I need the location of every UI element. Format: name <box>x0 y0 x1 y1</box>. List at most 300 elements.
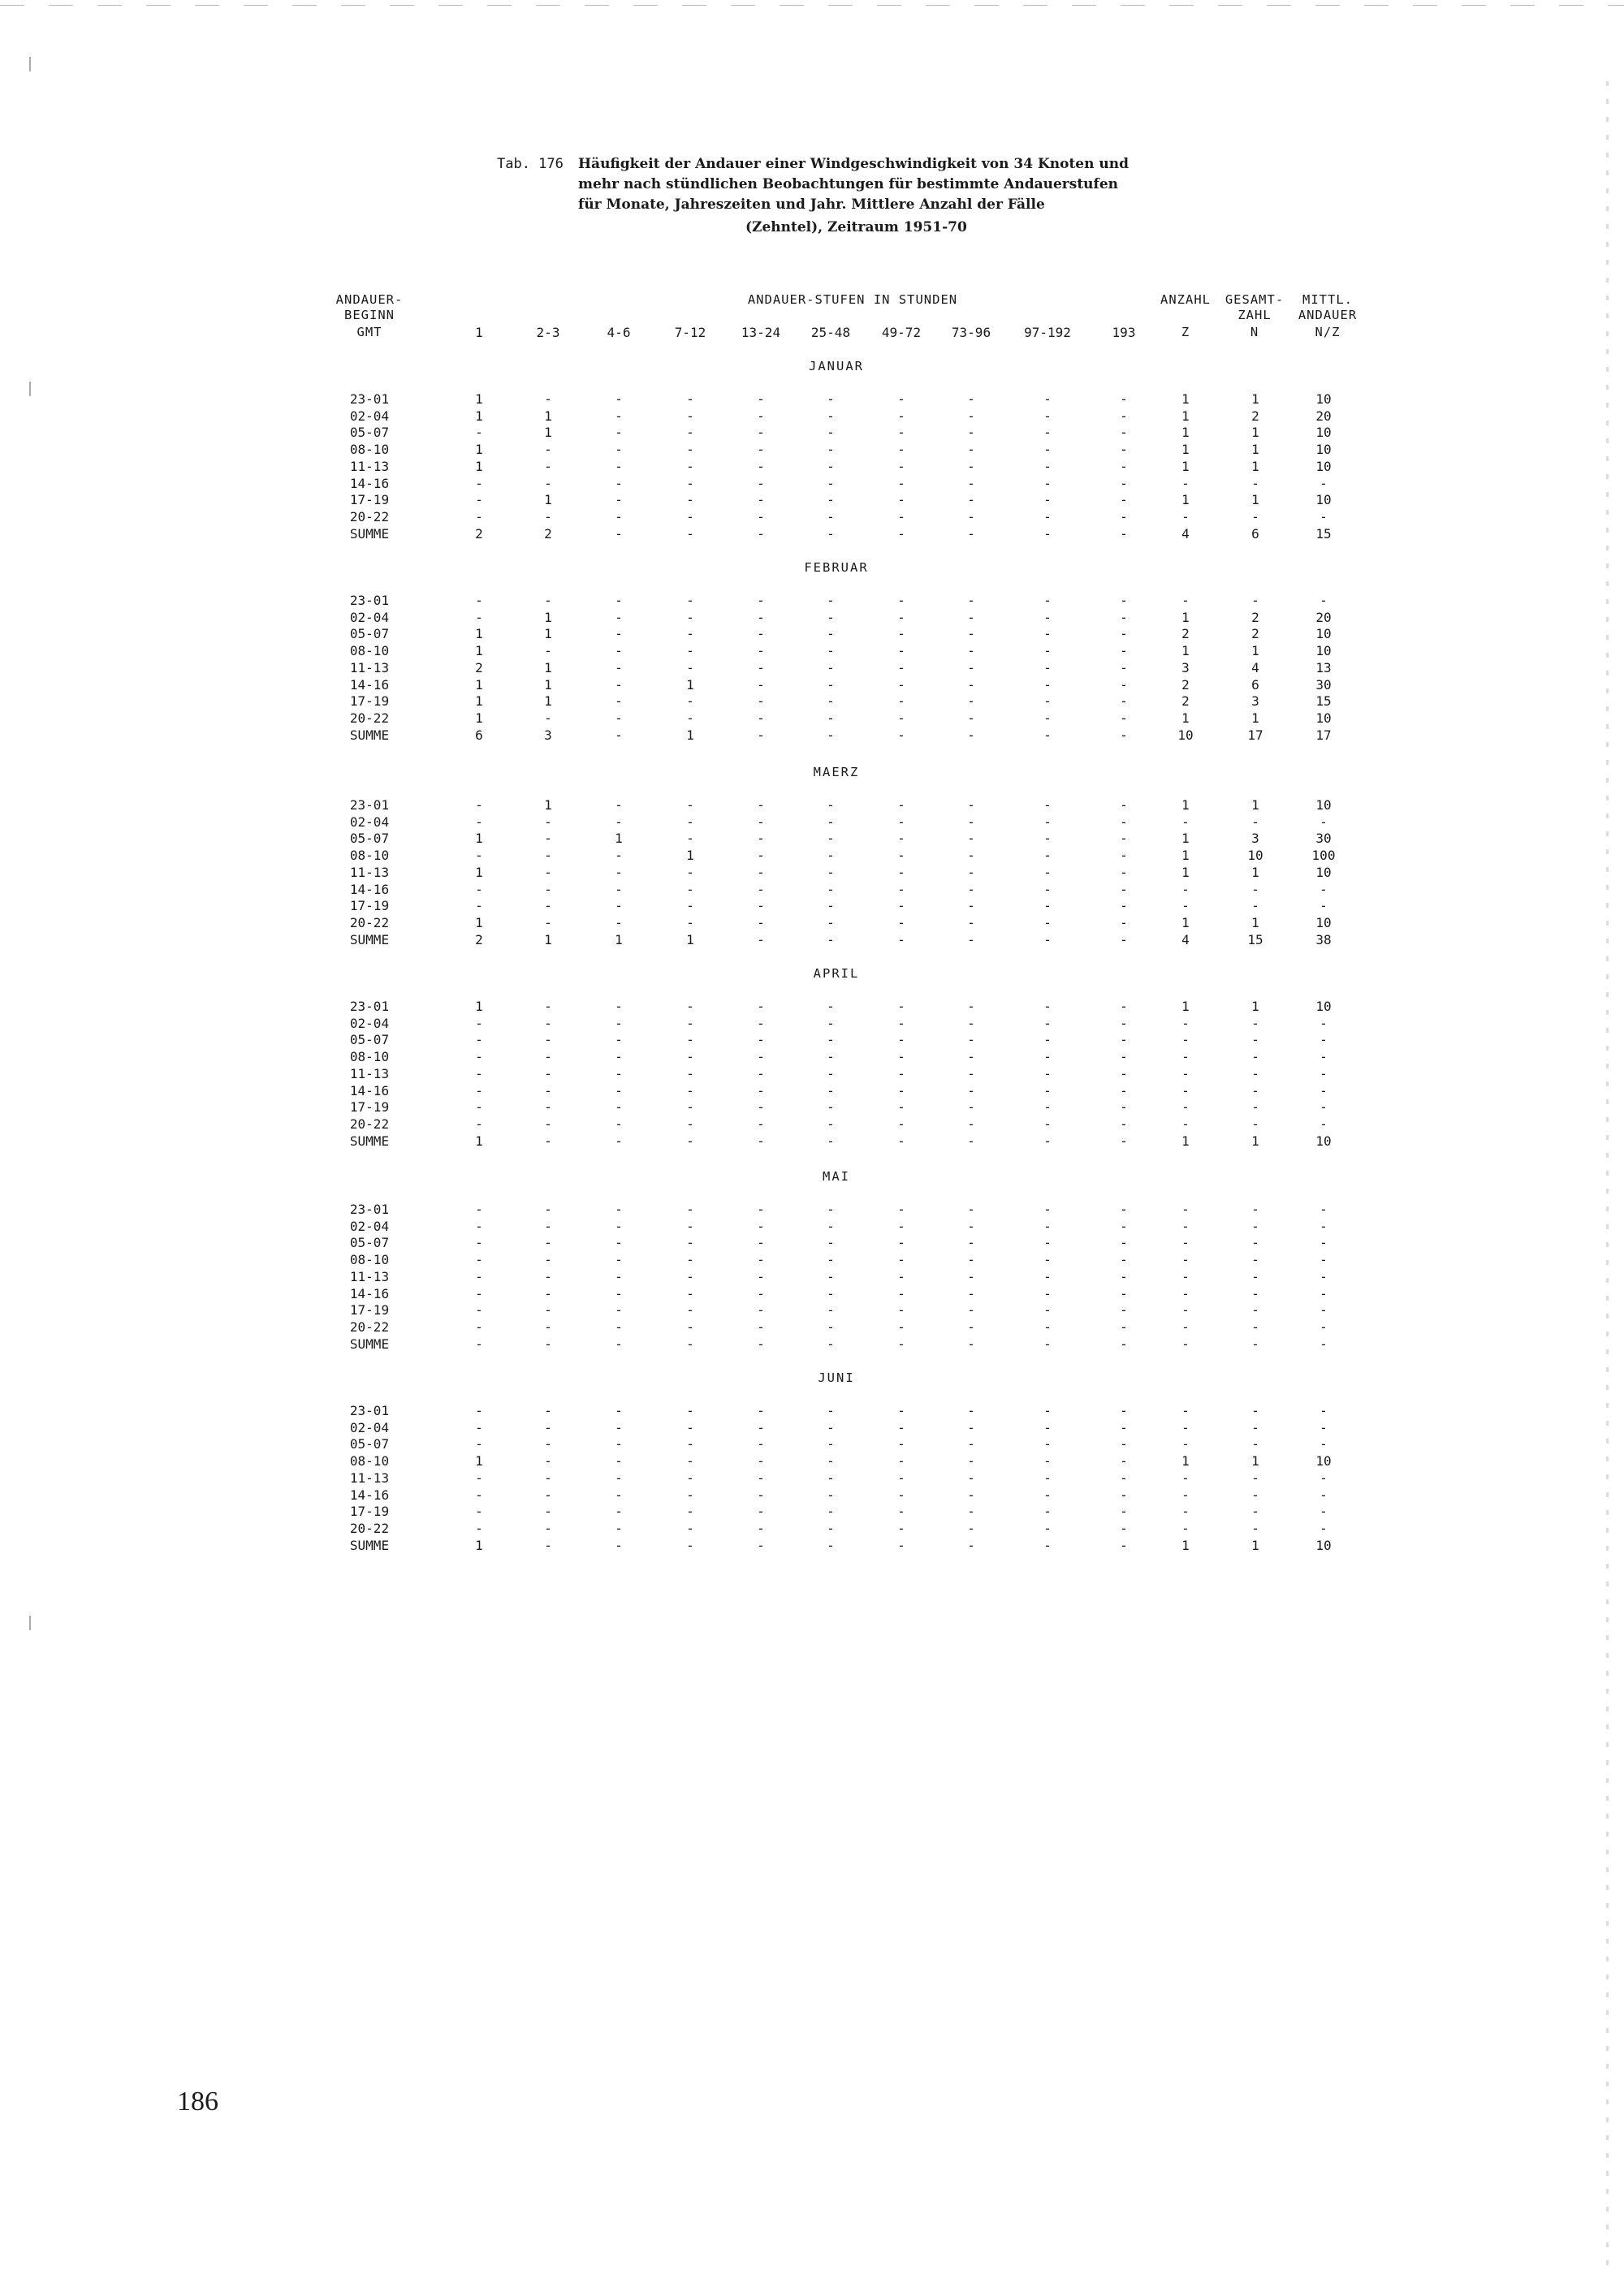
table-cell: - <box>544 593 552 608</box>
table-cell: - <box>1120 391 1128 407</box>
table-cell: - <box>475 1285 483 1301</box>
table-cell: - <box>1251 475 1259 491</box>
table-cell: - <box>686 408 694 424</box>
table-cell: - <box>544 881 552 897</box>
table-cell: 1 <box>1181 710 1190 726</box>
row-label-header: GMT <box>356 325 382 339</box>
table-cell: - <box>967 1470 975 1486</box>
table-cell: - <box>475 1218 483 1234</box>
table-cell: - <box>757 1202 765 1217</box>
table-cell: - <box>544 1336 552 1352</box>
table-cell: - <box>544 831 552 847</box>
table-cell: - <box>1181 1082 1190 1098</box>
table-cell: - <box>1120 693 1128 710</box>
table-cell: - <box>615 914 623 930</box>
table-cell: - <box>475 1049 483 1065</box>
table-cell: - <box>1043 1470 1052 1486</box>
table-cell: - <box>1320 1202 1328 1217</box>
table-cell: - <box>1120 626 1128 642</box>
table-cell: - <box>686 1419 694 1435</box>
table-cell: - <box>757 848 765 864</box>
table-cell: - <box>827 898 835 914</box>
table-cell: - <box>475 1403 483 1418</box>
table-cell: 1 <box>475 710 483 726</box>
table-cell: 30 <box>1315 831 1332 847</box>
table-number: Tab. 176 <box>497 156 564 172</box>
table-cell: 1 <box>1251 1133 1259 1149</box>
table-cell: - <box>544 898 552 914</box>
table-cell: - <box>1251 881 1259 897</box>
table-cell: - <box>897 1403 905 1418</box>
table-cell: - <box>967 1403 975 1418</box>
table-cell: - <box>544 508 552 524</box>
table-cell: - <box>1251 1065 1259 1081</box>
row-label: 14-16 <box>349 881 390 897</box>
table-cell: 10 <box>1177 727 1194 743</box>
table-cell: - <box>1043 492 1052 508</box>
row-label: 14-16 <box>349 676 390 693</box>
table-cell: - <box>967 931 975 947</box>
table-cell: - <box>615 593 623 608</box>
table-cell: - <box>757 1082 765 1098</box>
caption-line: für Monate, Jahreszeiten und Jahr. Mittlere Anzahl der Fälle <box>578 196 1045 213</box>
table-cell: - <box>827 391 835 407</box>
table-cell: - <box>475 492 483 508</box>
table-cell: - <box>757 676 765 693</box>
month-title: MAERZ <box>813 765 860 779</box>
table-cell: - <box>1043 391 1052 407</box>
table-cell: - <box>897 931 905 947</box>
table-cell: - <box>1320 1032 1328 1048</box>
gesamt-header: N <box>1250 325 1259 339</box>
table-cell: 1 <box>544 797 552 813</box>
table-cell: - <box>897 727 905 743</box>
table-cell: - <box>686 643 694 659</box>
table-cell: - <box>1120 1487 1128 1503</box>
table-cell: - <box>686 1015 694 1031</box>
table-cell: - <box>544 1537 552 1553</box>
table-cell: - <box>615 1453 623 1470</box>
table-cell: 10 <box>1315 492 1332 508</box>
table-cell: - <box>757 881 765 897</box>
table-cell: - <box>686 1235 694 1251</box>
table-cell: - <box>1043 1302 1052 1318</box>
table-cell: - <box>615 1133 623 1149</box>
table-cell: - <box>967 898 975 914</box>
table-cell: - <box>967 1285 975 1301</box>
table-cell: - <box>757 1403 765 1418</box>
table-cell: - <box>475 1470 483 1486</box>
table-cell: - <box>897 999 905 1014</box>
table-cell: - <box>897 864 905 880</box>
table-cell: - <box>1320 814 1328 830</box>
scan-right-edge <box>1606 81 1609 2273</box>
table-cell: - <box>1120 1252 1128 1268</box>
table-cell: - <box>897 1082 905 1098</box>
table-cell: - <box>1043 710 1052 726</box>
table-cell: - <box>897 1318 905 1335</box>
table-cell: - <box>1043 1487 1052 1503</box>
table-cell: - <box>1043 1099 1052 1116</box>
table-cell: - <box>827 1099 835 1116</box>
row-label: 08-10 <box>349 1252 390 1268</box>
row-label: 02-04 <box>349 814 390 830</box>
table-cell: - <box>1181 1218 1190 1234</box>
row-label: 05-07 <box>349 1235 390 1251</box>
table-cell: - <box>757 814 765 830</box>
table-cell: - <box>757 1099 765 1116</box>
table-cell: - <box>1120 425 1128 441</box>
table-cell: 10 <box>1247 848 1263 864</box>
table-cell: 10 <box>1315 999 1332 1014</box>
table-cell: - <box>475 1302 483 1318</box>
row-label: 20-22 <box>349 1318 390 1335</box>
table-cell: 1 <box>1251 1537 1259 1553</box>
table-cell: 1 <box>1251 391 1259 407</box>
table-cell: - <box>1320 1285 1328 1301</box>
table-cell: - <box>1043 626 1052 642</box>
table-cell: - <box>1251 1436 1259 1452</box>
row-label: 08-10 <box>349 442 390 458</box>
table-cell: - <box>1120 593 1128 608</box>
table-cell: - <box>1120 1336 1128 1352</box>
sum-row-label: SUMME <box>349 525 390 542</box>
table-cell: - <box>1181 1318 1190 1335</box>
table-cell: - <box>967 1099 975 1116</box>
table-cell: - <box>827 1302 835 1318</box>
table-cell: - <box>827 1133 835 1149</box>
anzahl-header: ANZAHL <box>1160 292 1211 307</box>
table-cell: - <box>757 1436 765 1452</box>
table-cell: - <box>1120 914 1128 930</box>
table-cell: - <box>1043 914 1052 930</box>
table-cell: 1 <box>1251 864 1259 880</box>
table-cell: - <box>757 508 765 524</box>
stufe-header: 193 <box>1112 325 1136 340</box>
table-cell: - <box>686 898 694 914</box>
table-cell: - <box>686 1470 694 1486</box>
table-cell: - <box>897 391 905 407</box>
table-cell: - <box>615 1065 623 1081</box>
table-cell: - <box>827 1268 835 1284</box>
table-cell: - <box>1120 1302 1128 1318</box>
mittl-header: MITTL. <box>1302 292 1353 307</box>
table-cell: - <box>1320 593 1328 608</box>
table-cell: - <box>1120 492 1128 508</box>
table-cell: - <box>686 1302 694 1318</box>
table-cell: - <box>1251 1487 1259 1503</box>
table-cell: - <box>897 508 905 524</box>
table-cell: - <box>544 1504 552 1520</box>
row-label: 11-13 <box>349 458 390 474</box>
table-cell: - <box>615 864 623 880</box>
row-label: 11-13 <box>349 864 390 880</box>
table-cell: - <box>1181 1470 1190 1486</box>
table-cell: 10 <box>1315 864 1332 880</box>
table-cell: - <box>1120 797 1128 813</box>
table-cell: 1 <box>1181 425 1190 441</box>
table-cell: - <box>615 391 623 407</box>
table-cell: - <box>967 1487 975 1503</box>
row-label: 14-16 <box>349 1487 390 1503</box>
table-cell: - <box>897 1116 905 1132</box>
table-cell: - <box>1120 1453 1128 1470</box>
sum-row-label: SUMME <box>349 1537 390 1553</box>
table-cell: 1 <box>1181 408 1190 424</box>
table-cell: 17 <box>1315 727 1332 743</box>
scan-mark <box>29 57 31 71</box>
table-cell: - <box>544 1520 552 1536</box>
table-cell: - <box>475 508 483 524</box>
table-cell: 1 <box>686 727 694 743</box>
table-cell: - <box>827 727 835 743</box>
table-cell: - <box>967 1520 975 1536</box>
row-label: 23-01 <box>349 999 390 1014</box>
table-cell: 1 <box>475 864 483 880</box>
table-cell: - <box>1120 864 1128 880</box>
table-cell: 10 <box>1315 626 1332 642</box>
table-cell: 15 <box>1315 693 1332 710</box>
table-cell: - <box>827 1318 835 1335</box>
table-cell: - <box>897 626 905 642</box>
table-cell: - <box>615 1504 623 1520</box>
table-cell: - <box>827 408 835 424</box>
table-cell: - <box>1043 1218 1052 1234</box>
table-cell: - <box>757 458 765 474</box>
table-cell: - <box>827 1520 835 1536</box>
table-cell: - <box>1251 1336 1259 1352</box>
table-cell: - <box>967 814 975 830</box>
table-cell: - <box>1043 408 1052 424</box>
table-cell: - <box>686 1032 694 1048</box>
table-cell: - <box>544 1065 552 1081</box>
table-cell: - <box>1043 881 1052 897</box>
table-cell: - <box>967 1049 975 1065</box>
table-cell: 10 <box>1315 914 1332 930</box>
table-cell: 3 <box>544 727 552 743</box>
table-cell: - <box>544 1015 552 1031</box>
table-cell: - <box>967 1015 975 1031</box>
table-cell: - <box>897 710 905 726</box>
table-cell: - <box>1181 898 1190 914</box>
table-cell: - <box>1251 508 1259 524</box>
table-cell: 2 <box>1181 676 1190 693</box>
table-cell: - <box>615 1537 623 1553</box>
caption-line: Häufigkeit der Andauer einer Windgeschwindigkeit von 34 Knoten und <box>578 156 1129 172</box>
row-label: 17-19 <box>349 1099 390 1116</box>
table-cell: 1 <box>544 693 552 710</box>
table-cell: - <box>827 626 835 642</box>
table-cell: - <box>967 831 975 847</box>
table-cell: 1 <box>475 626 483 642</box>
month-title: MAI <box>823 1169 850 1184</box>
table-cell: - <box>1320 1049 1328 1065</box>
table-cell: - <box>1251 1318 1259 1335</box>
table-cell: - <box>544 1032 552 1048</box>
table-cell: 1 <box>475 408 483 424</box>
table-cell: - <box>1181 1065 1190 1081</box>
table-cell: - <box>1181 1336 1190 1352</box>
month-title: FEBRUAR <box>804 560 869 575</box>
table-cell: - <box>544 1218 552 1234</box>
table-cell: - <box>897 898 905 914</box>
table-cell: - <box>615 1015 623 1031</box>
table-cell: - <box>1320 1318 1328 1335</box>
table-cell: - <box>544 1419 552 1435</box>
table-cell: - <box>1320 1419 1328 1435</box>
table-cell: - <box>1120 525 1128 542</box>
table-cell: - <box>827 1403 835 1418</box>
table-cell: 10 <box>1315 458 1332 474</box>
table-cell: 1 <box>1251 710 1259 726</box>
table-cell: - <box>615 999 623 1014</box>
table-cell: - <box>1120 408 1128 424</box>
table-cell: 2 <box>1181 626 1190 642</box>
table-cell: - <box>475 797 483 813</box>
table-cell: - <box>757 408 765 424</box>
table-cell: - <box>686 609 694 625</box>
table-cell: - <box>1181 475 1190 491</box>
mittl-header: N/Z <box>1315 325 1341 339</box>
table-cell: - <box>1120 659 1128 675</box>
table-cell: - <box>967 458 975 474</box>
table-cell: - <box>967 442 975 458</box>
table-cell: 3 <box>1251 831 1259 847</box>
table-cell: - <box>967 1235 975 1251</box>
table-cell: - <box>967 408 975 424</box>
table-cell: - <box>615 1049 623 1065</box>
table-cell: - <box>827 492 835 508</box>
table-cell: - <box>827 1487 835 1503</box>
table-cell: - <box>1181 1235 1190 1251</box>
stufe-header: 97-192 <box>1024 325 1071 340</box>
table-cell: 1 <box>475 999 483 1014</box>
table-cell: - <box>967 1082 975 1098</box>
table-cell: - <box>686 1252 694 1268</box>
table-cell: - <box>1120 1032 1128 1048</box>
table-cell: - <box>967 1336 975 1352</box>
table-cell: - <box>1320 508 1328 524</box>
table-cell: 1 <box>686 848 694 864</box>
table-cell: - <box>967 1116 975 1132</box>
table-cell: - <box>1043 1453 1052 1470</box>
table-cell: - <box>1120 898 1128 914</box>
sum-row-label: SUMME <box>349 931 390 947</box>
table-cell: - <box>475 593 483 608</box>
scan-top-edge <box>0 5 1624 6</box>
table-cell: - <box>1120 1133 1128 1149</box>
table-cell: - <box>615 1099 623 1116</box>
table-cell: - <box>686 864 694 880</box>
table-cell: - <box>1320 1218 1328 1234</box>
table-cell: - <box>1120 1268 1128 1284</box>
table-cell: - <box>897 1537 905 1553</box>
table-cell: - <box>475 1504 483 1520</box>
table-cell: - <box>544 1116 552 1132</box>
table-cell: - <box>827 1032 835 1048</box>
table-cell: - <box>1043 1116 1052 1132</box>
table-cell: - <box>1251 1116 1259 1132</box>
table-cell: - <box>1251 1099 1259 1116</box>
table-cell: - <box>1251 1403 1259 1418</box>
table-cell: - <box>1251 1419 1259 1435</box>
table-cell: - <box>1320 1336 1328 1352</box>
table-cell: - <box>897 1032 905 1048</box>
table-cell: - <box>1120 1218 1128 1234</box>
sum-row-label: SUMME <box>349 1336 390 1352</box>
table-cell: - <box>827 1049 835 1065</box>
table-cell: - <box>1320 1470 1328 1486</box>
table-cell: - <box>757 914 765 930</box>
table-cell: - <box>686 1268 694 1284</box>
table-cell: - <box>1043 931 1052 947</box>
table-cell: - <box>544 710 552 726</box>
table-cell: - <box>475 1082 483 1098</box>
table-cell: - <box>686 475 694 491</box>
table-cell: 1 <box>475 458 483 474</box>
table-cell: - <box>544 1268 552 1284</box>
table-cell: - <box>897 1015 905 1031</box>
table-cell: - <box>967 1302 975 1318</box>
table-cell: - <box>1043 1082 1052 1098</box>
table-cell: 1 <box>475 693 483 710</box>
table-cell: - <box>1120 1065 1128 1081</box>
table-cell: - <box>1043 609 1052 625</box>
table-cell: 100 <box>1311 848 1336 864</box>
row-label: 23-01 <box>349 391 390 407</box>
table-cell: - <box>1043 1049 1052 1065</box>
row-label: 17-19 <box>349 492 390 508</box>
table-cell: 10 <box>1315 797 1332 813</box>
table-cell: - <box>615 1268 623 1284</box>
table-cell: 10 <box>1315 425 1332 441</box>
row-label: 11-13 <box>349 1065 390 1081</box>
stufe-header: 13-24 <box>741 325 781 340</box>
table-cell: - <box>1120 1082 1128 1098</box>
table-cell: - <box>827 1504 835 1520</box>
table-cell: - <box>686 914 694 930</box>
table-cell: - <box>475 881 483 897</box>
row-label: 20-22 <box>349 508 390 524</box>
table-cell: - <box>897 525 905 542</box>
table-cell: 1 <box>475 1537 483 1553</box>
scan-mark <box>29 1616 31 1630</box>
table-cell: 13 <box>1315 659 1332 675</box>
table-cell: 3 <box>1251 693 1259 710</box>
table-cell: - <box>827 710 835 726</box>
table-cell: - <box>686 710 694 726</box>
table-cell: - <box>544 1082 552 1098</box>
table-cell: - <box>897 458 905 474</box>
table-cell: 1 <box>544 931 552 947</box>
table-cell: - <box>1043 1419 1052 1435</box>
table-cell: - <box>897 609 905 625</box>
table-cell: 1 <box>1181 1133 1190 1149</box>
table-cell: - <box>757 727 765 743</box>
table-cell: - <box>615 1419 623 1435</box>
table-cell: - <box>897 831 905 847</box>
table-cell: 1 <box>544 492 552 508</box>
table-cell: - <box>1043 814 1052 830</box>
table-cell: - <box>967 1504 975 1520</box>
table-cell: - <box>686 442 694 458</box>
table-cell: 4 <box>1181 931 1190 947</box>
table-cell: - <box>615 643 623 659</box>
table-cell: 6 <box>1251 525 1259 542</box>
table-cell: - <box>544 1487 552 1503</box>
table-cell: - <box>1120 814 1128 830</box>
table-cell: - <box>827 1537 835 1553</box>
